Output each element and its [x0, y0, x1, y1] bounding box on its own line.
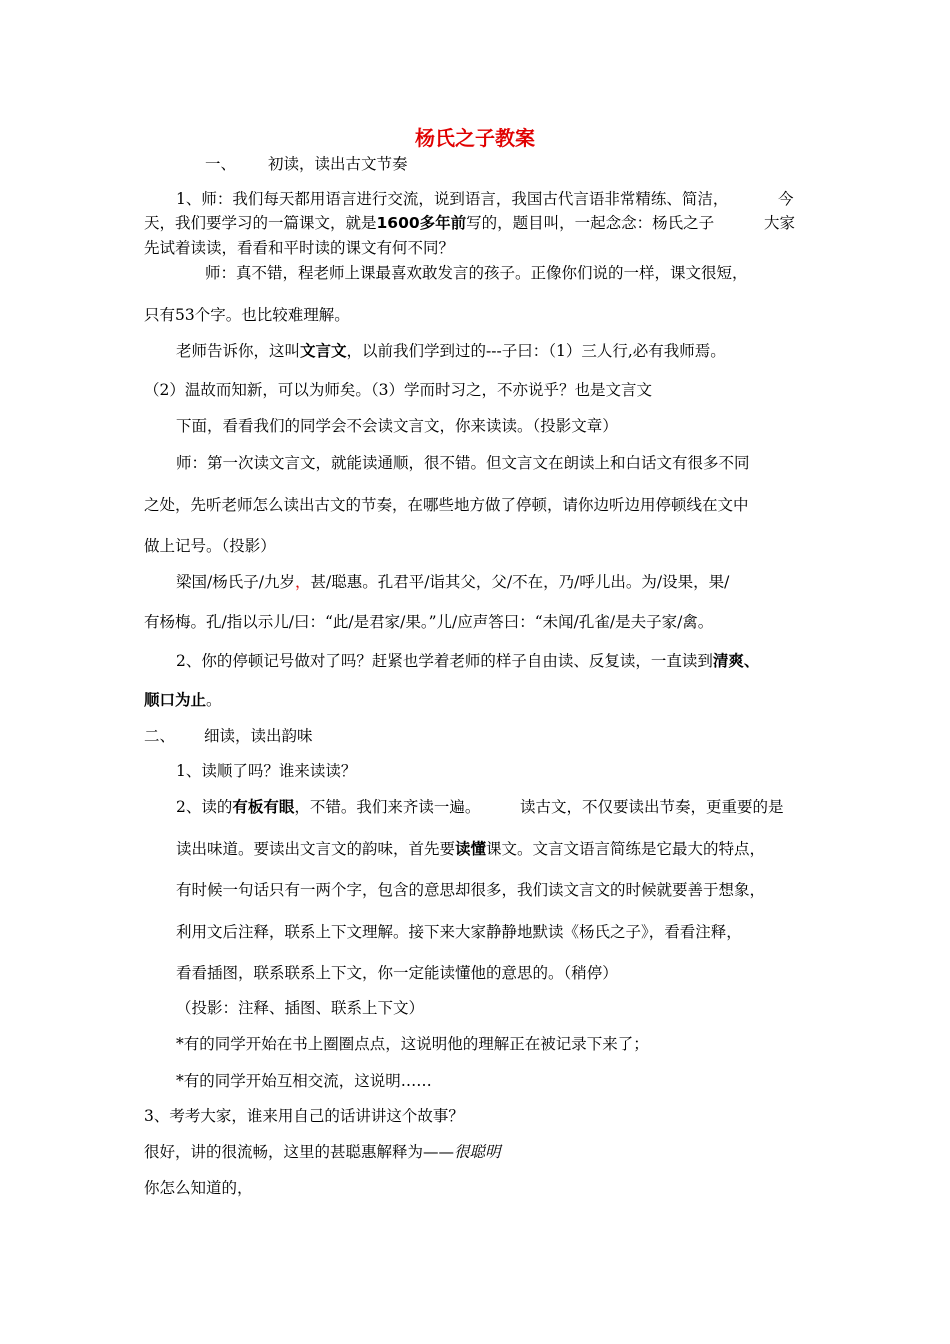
paragraph-7-line-2	[144, 690, 222, 710]
bold-run: 1600多年前	[376, 214, 467, 232]
section-2-number: 二、	[144, 727, 176, 745]
paragraph-15: 你怎么知道的，	[144, 1179, 253, 1197]
text-run: 很好，讲的很流畅，这里的甚聪惠解释为——	[144, 1143, 455, 1161]
document-title: 杨氏之子教案	[415, 126, 535, 150]
section-2-heading: 细读，读出韵味	[204, 727, 313, 745]
paragraph-3-line-1	[176, 341, 726, 361]
text-run: 2、你的停顿记号做对了吗？赶紧也学着老师的样子自由读、反复读，一直读到	[176, 652, 713, 670]
paragraph-1-line-1	[176, 189, 728, 209]
paragraph-5-line-2: 之处，先听老师怎么读出古文的节奏，在哪些地方做了停顿，请你边听边用停顿线在文中	[144, 496, 749, 514]
paragraph-2-line-2: 只有53个字。也比较难理解。	[144, 306, 350, 324]
paragraph-6-line-1	[176, 572, 729, 592]
text-run: 。	[206, 691, 222, 709]
bold-run: 文言文	[300, 342, 347, 360]
bold-run: 有板有眼	[232, 798, 295, 816]
text-run: 课文。文言文语言简练是它最大的特点，	[486, 840, 766, 858]
paragraph-9-line-3: 有时候一句话只有一两个字，包含的意思却很多，我们读文言文的时候就要善于想象，	[176, 881, 766, 899]
paragraph-7-line-1	[176, 651, 759, 671]
italic-run: 很聪明	[454, 1143, 501, 1161]
section-1-heading: 初读，读出古文节奏	[268, 155, 408, 173]
paragraph-13: 3、考考大家，谁来用自己的话讲讲这个故事？	[144, 1107, 464, 1125]
text-run: 写的，题目叫，一起念念：杨氏之子	[466, 214, 715, 232]
paragraph-10: （投影：注释、插图、联系上下文）	[176, 999, 425, 1017]
paragraph-3-line-2: （2）温故而知新，可以为师矣。（3）学而时习之，不亦说乎？也是文言文	[144, 381, 652, 399]
paragraph-8: 1、读顺了吗？谁来读读？	[176, 762, 357, 780]
paragraph-9-line-4: 利用文后注释，联系上下文理解。接下来大家静静地默读《杨氏之子》，看看注释，	[176, 923, 742, 941]
text-run: 2、读的	[176, 798, 233, 816]
paragraph-9-line-2	[176, 839, 765, 859]
paragraph-11: *有的同学开始在书上圈圈点点，这说明他的理解正在被记录下来了；	[176, 1035, 649, 1053]
bold-run: 读懂	[455, 840, 487, 858]
text-run: 天，我们要学习的一篇课文，就是	[144, 214, 377, 232]
text-run: 读出味道。要读出文言文的韵味，首先要	[176, 840, 456, 858]
paragraph-5-line-1: 师：第一次读文言文，就能读通顺，很不错。但文言文在朗读上和白话文有很多不同	[176, 454, 750, 472]
bold-run: 顺口为止	[144, 691, 207, 709]
text-run: 老师告诉你，这叫	[176, 342, 301, 360]
paragraph-1-line-1-end: 今	[778, 190, 794, 208]
section-1-number: 一、	[205, 155, 237, 173]
paragraph-9-line-1-end: 读古文，不仅要读出节奏，更重要的是	[520, 798, 784, 816]
paragraph-12: *有的同学开始互相交流，这说明……	[176, 1072, 432, 1090]
red-comma: ，	[294, 573, 311, 591]
bold-run: 清爽、	[712, 652, 760, 670]
paragraph-2-line-1: 师：真不错，程老师上课最喜欢敢发言的孩子。正像你们说的一样，课文很短，	[205, 264, 748, 282]
paragraph-1-line-2	[144, 213, 714, 233]
paragraph-1-line-3: 先试着读读，看看和平时读的课文有何不同？	[144, 239, 455, 257]
text-run: ，以前我们学到过的---子曰：（1）三人行,必有我师焉。	[346, 342, 726, 360]
paragraph-14	[144, 1142, 501, 1162]
paragraph-9-line-5: 看看插图，联系联系上下文，你一定能读懂他的意思的。（稍停）	[176, 964, 618, 982]
paragraph-6-line-2: 有杨梅。孔/指以示儿/曰：“此/是君家/果。”儿/应声答曰：“未闻/孔雀/是夫子家/禽。	[144, 613, 714, 631]
paragraph-5-line-3: 做上记号。（投影）	[144, 537, 276, 555]
paragraph-4: 下面，看看我们的同学会不会读文言文，你来读读。（投影文章）	[176, 417, 618, 435]
paragraph-9-line-1	[176, 797, 480, 817]
text-run: 甚/聪惠。孔君平/诣其父，父/不在，乃/呼儿出。为/设果，果/	[310, 573, 730, 591]
text-run: 梁国/杨氏子/九岁	[176, 573, 295, 591]
text-run: ，不错。我们来齐读一遍。	[294, 798, 481, 816]
text-run: 1、师：我们每天都用语言进行交流，说到语言，我国古代言语非常精练、简洁，	[176, 190, 729, 208]
paragraph-1-line-2-end: 大家	[764, 214, 796, 232]
